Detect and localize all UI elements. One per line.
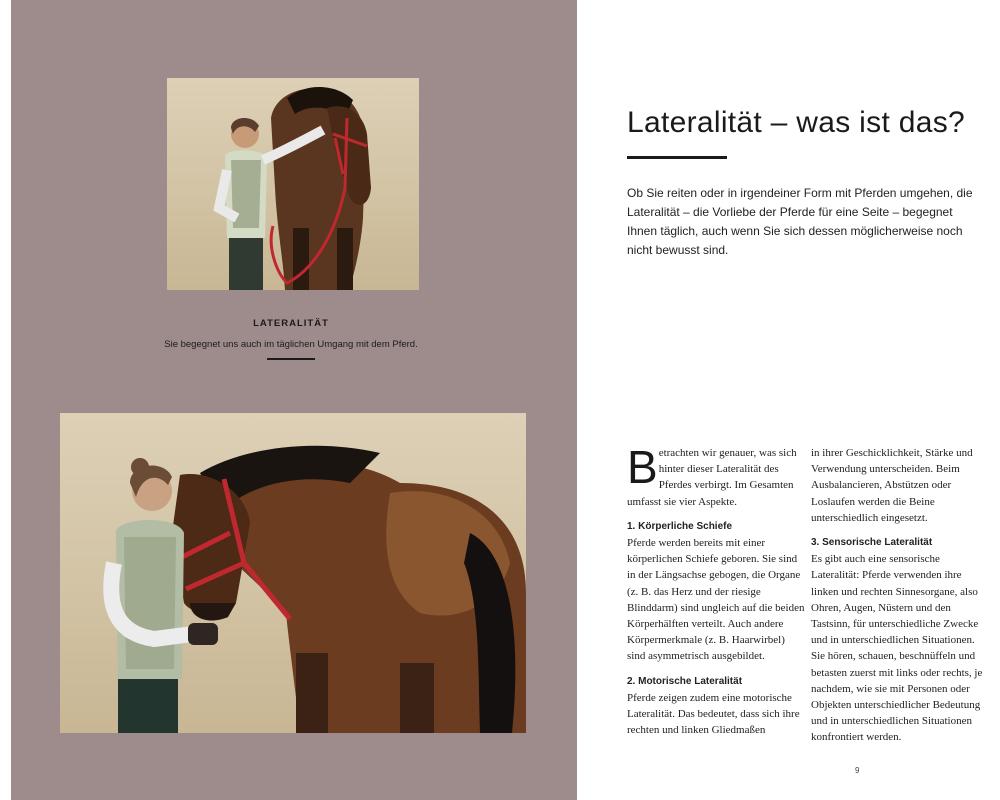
lead-text: etrachten wir genauer, was sich hinter dieser Lateralität des Pferdes verbirgt. Im Gesamten umfasst sie vier Aspekte. — [627, 447, 797, 508]
section-2-continued: in ihrer Geschicklichkeit, Stärke und Verwendung unterscheiden. Beim Ausbalancieren, Abstützen oder Loslaufen werden die Beine unterschiedlich eingesetzt. — [811, 447, 973, 524]
caption-text: Sie begegnet uns auch im täglichen Umgang mit dem Pferd. — [164, 339, 418, 350]
section-3 — [811, 534, 989, 746]
left-page — [11, 0, 577, 800]
section-2 — [627, 673, 805, 739]
caption-divider — [267, 358, 315, 360]
section-2-title: 2. Motorische Lateralität — [627, 675, 743, 687]
photo-woman-with-horse — [167, 78, 419, 290]
section-1-title: 1. Körperliche Schiefe — [627, 520, 733, 532]
intro-paragraph: Ob Sie reiten oder in irgendeiner Form mit Pferden umgehen, die Lateralität – die Vorliebe der Pferde für eine Seite – begegnet Ihnen täglich, auch wenn Sie sich dessen möglicherweise noch nicht bewusst sind. — [627, 186, 973, 257]
photo-caption — [151, 318, 431, 360]
section-1 — [627, 518, 805, 665]
photo-horse-close-up — [60, 413, 526, 733]
body-column-1 — [627, 441, 805, 738]
section-1-text: Pferde werden bereits mit einer körperlichen Schiefe geboren. Sie sind in der Längsachse gebogen, die Organe (z. B. das Herz und der riesige Blinddarm) sind ungleich auf die beiden Körperhälften verteilt. Auch andere Körpermerkmale (z. B. Haarwirbel) sind asymmetrisch ausgebildet. — [627, 537, 805, 663]
caption-title: LATERALITÄT — [253, 318, 329, 329]
page-title: Lateralität – was ist das? — [627, 106, 965, 139]
section-3-text: Es gibt auch eine sensorische Lateralität: Pferde verwenden ihre linken und rechten Sinnesorgane, also Ohren, Augen, Nüstern und den Tastsinn, für unterschiedliche Zwecke und in unterschiedlichen Situationen. Sie hören, schauen, beschnüffeln und betasten zuerst mit links oder rechts, je nachdem, wie sie mit Personen oder Objekten unterschiedlicher Bedeutung und in unterschiedlichen Situationen konfrontiert werden. — [811, 553, 983, 744]
body-column-2 — [811, 445, 989, 746]
section-2-text: Pferde zeigen zudem eine motorische Lateralität. Das bedeutet, dass sich ihre rechten und linken Gliedmaßen — [627, 691, 800, 737]
title-underline — [627, 156, 727, 159]
lead-paragraph — [627, 441, 805, 510]
drop-cap: B — [627, 441, 658, 493]
page-number: 9 — [855, 766, 860, 775]
section-3-title: 3. Sensorische Lateralität — [811, 537, 933, 549]
